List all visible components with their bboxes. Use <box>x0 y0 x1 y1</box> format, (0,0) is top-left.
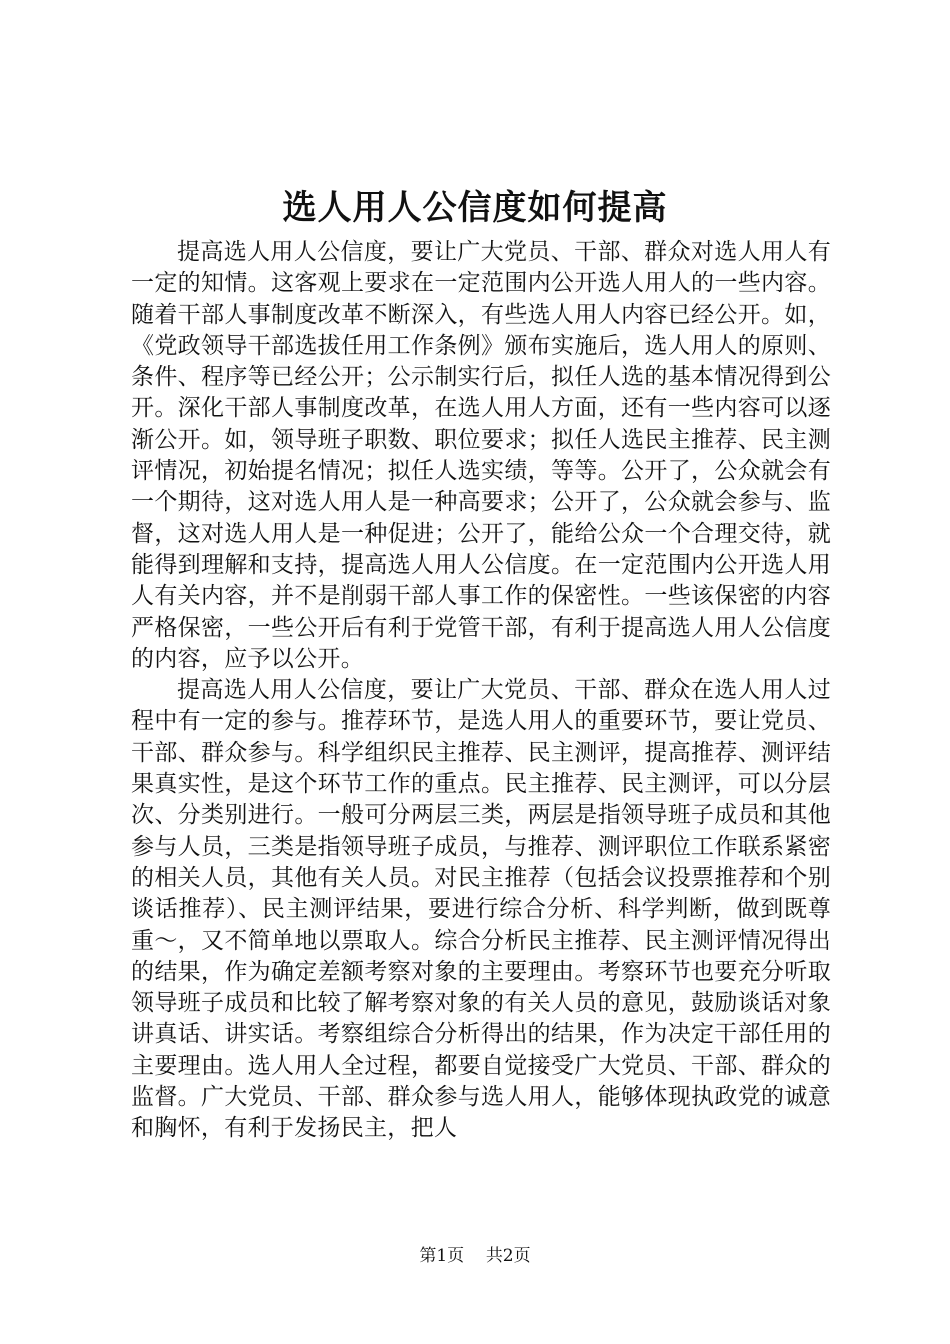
page-footer <box>0 1244 950 1268</box>
page-number-current: 第1页 <box>419 1246 465 1266</box>
document-body <box>131 237 831 1145</box>
page-number-total: 共2页 <box>485 1246 531 1266</box>
page-footer-spacer <box>470 1246 481 1266</box>
paragraph-1: 提高选人用人公信度，要让广大党员、干部、群众对选人用人有一定的知情。这客观上要求在一定范围内公开选人用人的一些内容。随着干部人事制度改革不断深入，有些选人用人内容已经公开。如，《党政领导干部选拔任用工作条例》颁布实施后，选人用人的原则、条件、程序等已经公开；公示制实行后，拟任人选的基本情况得到公开。深化干部人事制度改革，在选人用人方面，还有一些内容可以逐渐公开。如，领导班子职数、职位要求；拟任人选民主推荐、民主测评情况，初始提名情况；拟任人选实绩，等等。公开了，公众就会有一个期待，这对选人用人是一种高要求；公开了，公众就会参与、监督，这对选人用人是一种促进；公开了，能给公众一个合理交待，就能得到理解和支持，提高选人用人公信度。在一定范围内公开选人用人有关内容，并不是削弱干部人事工作的保密性。一些该保密的内容严格保密，一些公开后有利于党管干部，有利于提高选人用人公信度的内容，应予以公开。 <box>131 239 831 672</box>
document-title: 选人用人公信度如何提高 <box>282 188 668 228</box>
paragraph-2: 提高选人用人公信度，要让广大党员、干部、群众在选人用人过程中有一定的参与。推荐环节，是选人用人的重要环节，要让党员、干部、群众参与。科学组织民主推荐、民主测评，提高推荐、测评结果真实性，是这个环节工作的重点。民主推荐、民主测评，可以分层次、分类别进行。一般可分两层三类，两层是指领导班子成员和其他参与人员，三类是指领导班子成员，与推荐、测评职位工作联系紧密的相关人员，其他有关人员。对民主推荐（包括会议投票推荐和个别谈话推荐）、民主测评结果，要进行综合分析、科学判断，做到既尊重～，又不简单地以票取人。综合分析民主推荐、民主测评情况得出的结果，作为确定差额考察对象的主要理由。考察环节也要充分听取领导班子成员和比较了解考察对象的有关人员的意见，鼓励谈话对象讲真话、讲实话。考察组综合分析得出的结果，作为决定干部任用的主要理由。选人用人全过程，都要自觉接受广大党员、干部、群众的监督。广大党员、干部、群众参与选人用人，能够体现执政党的诚意和胸怀，有利于发扬民主，把人 <box>131 677 831 1142</box>
